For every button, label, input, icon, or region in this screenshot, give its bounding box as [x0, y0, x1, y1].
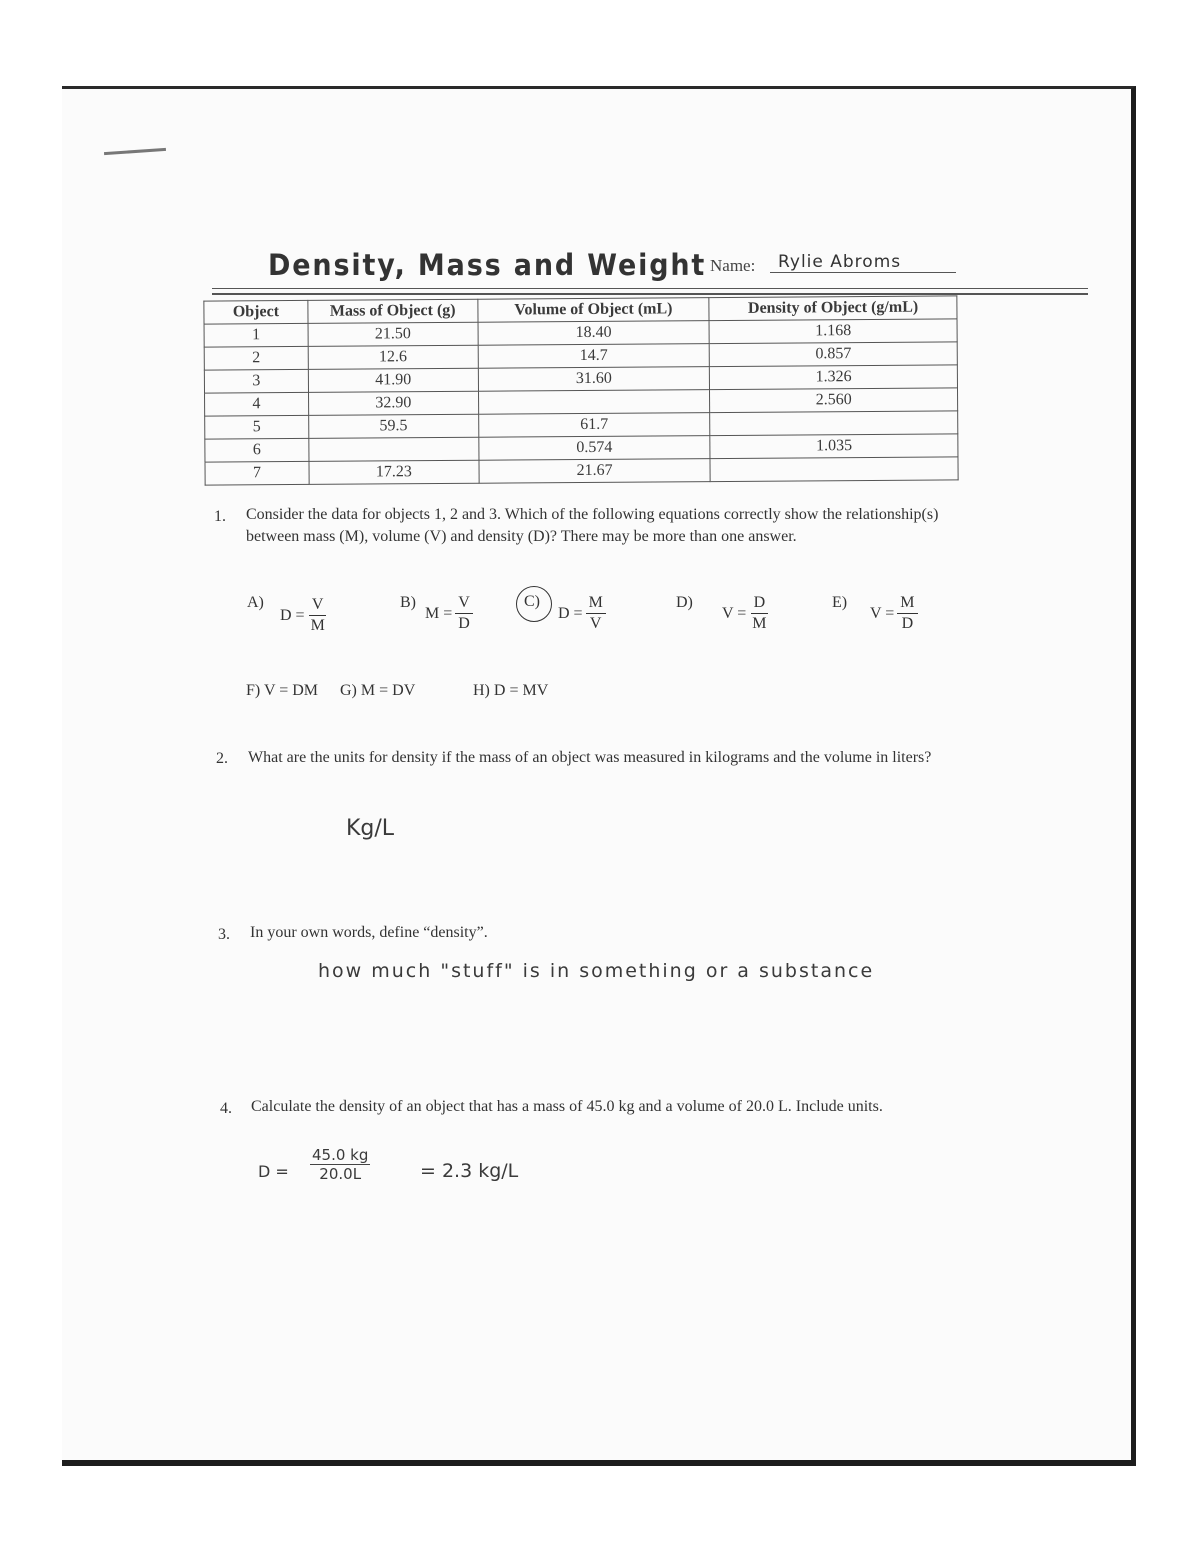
q1-option-g: G) M = DV — [340, 682, 416, 699]
numerator: D — [751, 593, 769, 614]
density-table — [203, 295, 958, 485]
table-row — [205, 457, 958, 485]
q2-text: What are the units for density if the mass of an object was measured in kilograms and the volume in liters? — [248, 749, 932, 766]
cell-density: 2.560 — [710, 388, 958, 413]
cell-density — [710, 457, 958, 482]
equation-lhs: V = — [722, 604, 747, 622]
cell-mass: 41.90 — [308, 368, 478, 392]
q2-number: 2. — [216, 750, 228, 767]
equation-lhs: M = — [425, 604, 453, 622]
q1-option-b-equation — [425, 593, 473, 634]
q1-option-a-letter: A) — [247, 594, 264, 611]
q1-option-d-letter: D) — [676, 594, 693, 611]
equation-lhs: D = — [280, 606, 305, 624]
q1-option-d-equation — [722, 593, 770, 634]
q1-option-c-equation — [558, 593, 606, 634]
equation-lhs: D = — [558, 604, 583, 622]
denominator: M — [310, 617, 325, 634]
q1-option-a-equation — [280, 595, 328, 636]
cell-density: 1.035 — [710, 434, 958, 459]
q1-text: Consider the data for objects 1, 2 and 3. Which of the following equations correctly show the relationship(s) between mass (M), volume (V) and density (D)? There may be more than one answer. — [246, 506, 939, 545]
col-header-object: Object — [204, 300, 308, 324]
name-field: Rylie Abroms — [770, 252, 956, 273]
cell-volume: 21.67 — [479, 459, 711, 484]
col-header-mass: Mass of Object (g) — [308, 299, 478, 323]
q3-answer: how much "stuff" is in something or a substance — [318, 960, 875, 982]
q1-option-e-letter: E) — [832, 594, 848, 611]
numerator: 45.0 kg — [312, 1146, 369, 1164]
title-rule — [212, 288, 1088, 295]
col-header-volume: Volume of Object (mL) — [478, 298, 710, 323]
numerator: M — [586, 593, 606, 614]
numerator: V — [309, 595, 327, 616]
q4-answer-fraction — [310, 1146, 370, 1183]
cell-density — [710, 411, 958, 436]
cell-mass: 12.6 — [308, 345, 478, 369]
q3-number: 3. — [218, 926, 230, 943]
denominator: D — [901, 615, 914, 632]
numerator: V — [455, 593, 473, 614]
cell-object: 5 — [205, 415, 309, 439]
cell-density: 1.168 — [709, 319, 957, 344]
cell-object: 1 — [204, 323, 308, 347]
cell-volume: 61.7 — [478, 413, 710, 438]
denominator: D — [458, 615, 470, 632]
cell-volume — [478, 390, 710, 415]
q1-number: 1. — [214, 508, 226, 525]
cell-volume: 31.60 — [478, 367, 710, 392]
equation-lhs: V = — [870, 604, 895, 622]
q4-answer-lhs: D = — [258, 1162, 289, 1181]
name-label: Name: — [710, 256, 756, 275]
q1-option-e-equation — [870, 593, 918, 634]
cell-mass: 21.50 — [308, 322, 478, 346]
cell-object: 4 — [205, 392, 309, 416]
cell-mass — [309, 437, 479, 461]
cell-mass: 17.23 — [309, 460, 479, 484]
cell-object: 2 — [204, 346, 308, 370]
denominator: 20.0L — [319, 1165, 362, 1183]
cell-object: 6 — [205, 438, 309, 462]
q1-option-b-letter: B) — [400, 594, 416, 611]
cell-object: 7 — [205, 461, 309, 485]
col-header-density: Density of Object (g/mL) — [709, 296, 957, 321]
q1-option-c-letter: C) — [524, 593, 540, 610]
numerator: M — [897, 593, 917, 614]
cell-volume: 18.40 — [478, 321, 710, 346]
q1-option-f: F) V = DM — [246, 682, 319, 699]
cell-volume: 14.7 — [478, 344, 710, 369]
denominator: V — [589, 615, 602, 632]
cell-density: 1.326 — [710, 365, 958, 390]
cell-density: 0.857 — [710, 342, 958, 367]
q4-answer-result: = 2.3 kg/L — [420, 1160, 519, 1182]
denominator: M — [752, 615, 767, 632]
q4-number: 4. — [220, 1100, 232, 1117]
q1-option-h: H) D = MV — [473, 682, 549, 699]
cell-volume: 0.574 — [478, 436, 710, 461]
cell-mass: 32.90 — [308, 391, 478, 415]
cell-object: 3 — [204, 369, 308, 393]
worksheet-title: Density, Mass and Weight — [268, 248, 707, 282]
q3-text: In your own words, define “density”. — [250, 924, 488, 941]
q4-text: Calculate the density of an object that has a mass of 45.0 kg and a volume of 20.0 L. Include units. — [251, 1098, 883, 1115]
cell-mass: 59.5 — [309, 414, 479, 438]
q2-answer: Kg/L — [346, 816, 395, 841]
